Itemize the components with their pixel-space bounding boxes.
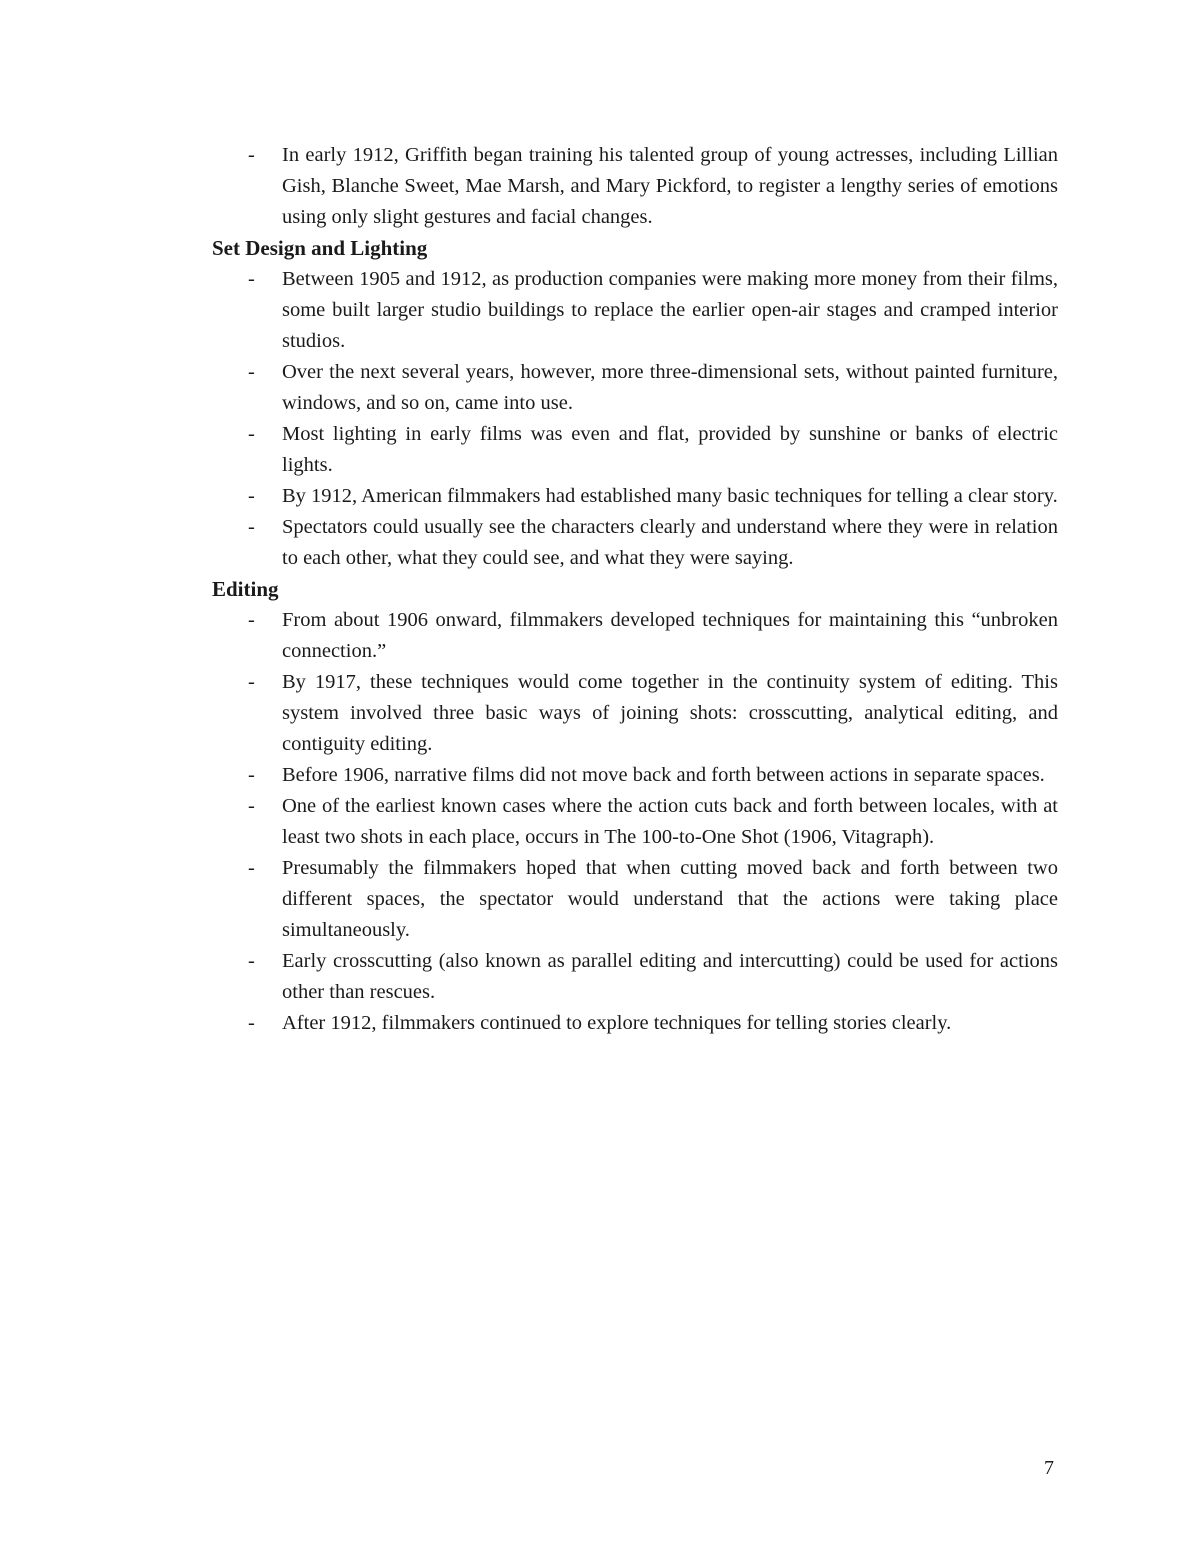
list-item — [212, 1008, 1058, 1039]
intro-bullet-list — [212, 140, 1058, 233]
bullet-dash: - — [248, 764, 255, 786]
bullet-dash: - — [248, 950, 255, 972]
bullet-dash: - — [248, 516, 255, 538]
list-item — [212, 140, 1058, 233]
section-heading-set-design: Set Design and Lighting — [212, 236, 428, 260]
list-item — [212, 605, 1058, 667]
bullet-text: Presumably the filmmakers hoped that when cutting moved back and forth between two different spaces, the spectator would understand that the actions were taking place simultaneously. — [282, 857, 1058, 941]
document-page — [212, 140, 1058, 1039]
list-item — [212, 791, 1058, 853]
editing-bullet-list — [212, 605, 1058, 1039]
bullet-text: Between 1905 and 1912, as production companies were making more money from their films, some built larger studio buildings to replace the earlier open-air stages and cramped interior studios. — [282, 268, 1058, 352]
list-item — [212, 667, 1058, 760]
list-item — [212, 512, 1058, 574]
list-item — [212, 946, 1058, 1008]
bullet-text: Over the next several years, however, more three-dimensional sets, without painted furniture, windows, and so on, came into use. — [282, 361, 1058, 414]
bullet-dash: - — [248, 671, 255, 693]
list-item — [212, 481, 1058, 512]
bullet-text: Early crosscutting (also known as parallel editing and intercutting) could be used for actions other than rescues. — [282, 950, 1058, 1003]
list-item — [212, 419, 1058, 481]
bullet-dash: - — [248, 795, 255, 817]
bullet-text: One of the earliest known cases where the action cuts back and forth between locales, with at least two shots in each place, occurs in The 100-to-One Shot (1906, Vitagraph). — [282, 795, 1058, 848]
bullet-dash: - — [248, 485, 255, 507]
bullet-text: Before 1906, narrative films did not move back and forth between actions in separate spaces. — [282, 764, 1045, 786]
list-item — [212, 760, 1058, 791]
bullet-dash: - — [248, 609, 255, 631]
bullet-dash: - — [248, 144, 255, 166]
bullet-dash: - — [248, 361, 255, 383]
bullet-dash: - — [248, 857, 255, 879]
list-item — [212, 357, 1058, 419]
bullet-text: In early 1912, Griffith began training his talented group of young actresses, including Lillian Gish, Blanche Sweet, Mae Marsh, and Mary Pickford, to register a lengthy series of emotions using only slight gestures and facial changes. — [282, 144, 1058, 228]
list-item — [212, 853, 1058, 946]
bullet-text: From about 1906 onward, filmmakers developed techniques for maintaining this “unbroken connection.” — [282, 609, 1058, 662]
list-item — [212, 264, 1058, 357]
page-number: 7 — [1044, 1457, 1054, 1479]
bullet-text: By 1912, American filmmakers had established many basic techniques for telling a clear story. — [282, 485, 1058, 507]
set-design-bullet-list — [212, 264, 1058, 574]
bullet-text: After 1912, filmmakers continued to explore techniques for telling stories clearly. — [282, 1012, 952, 1034]
bullet-dash: - — [248, 1012, 255, 1034]
bullet-dash: - — [248, 423, 255, 445]
bullet-text: Most lighting in early films was even and flat, provided by sunshine or banks of electric lights. — [282, 423, 1058, 476]
bullet-text: Spectators could usually see the characters clearly and understand where they were in relation to each other, what they could see, and what they were saying. — [282, 516, 1058, 569]
section-heading-editing: Editing — [212, 577, 279, 601]
bullet-dash: - — [248, 268, 255, 290]
bullet-text: By 1917, these techniques would come together in the continuity system of editing. This system involved three basic ways of joining shots: crosscutting, analytical editing, and contiguity editing. — [282, 671, 1058, 755]
